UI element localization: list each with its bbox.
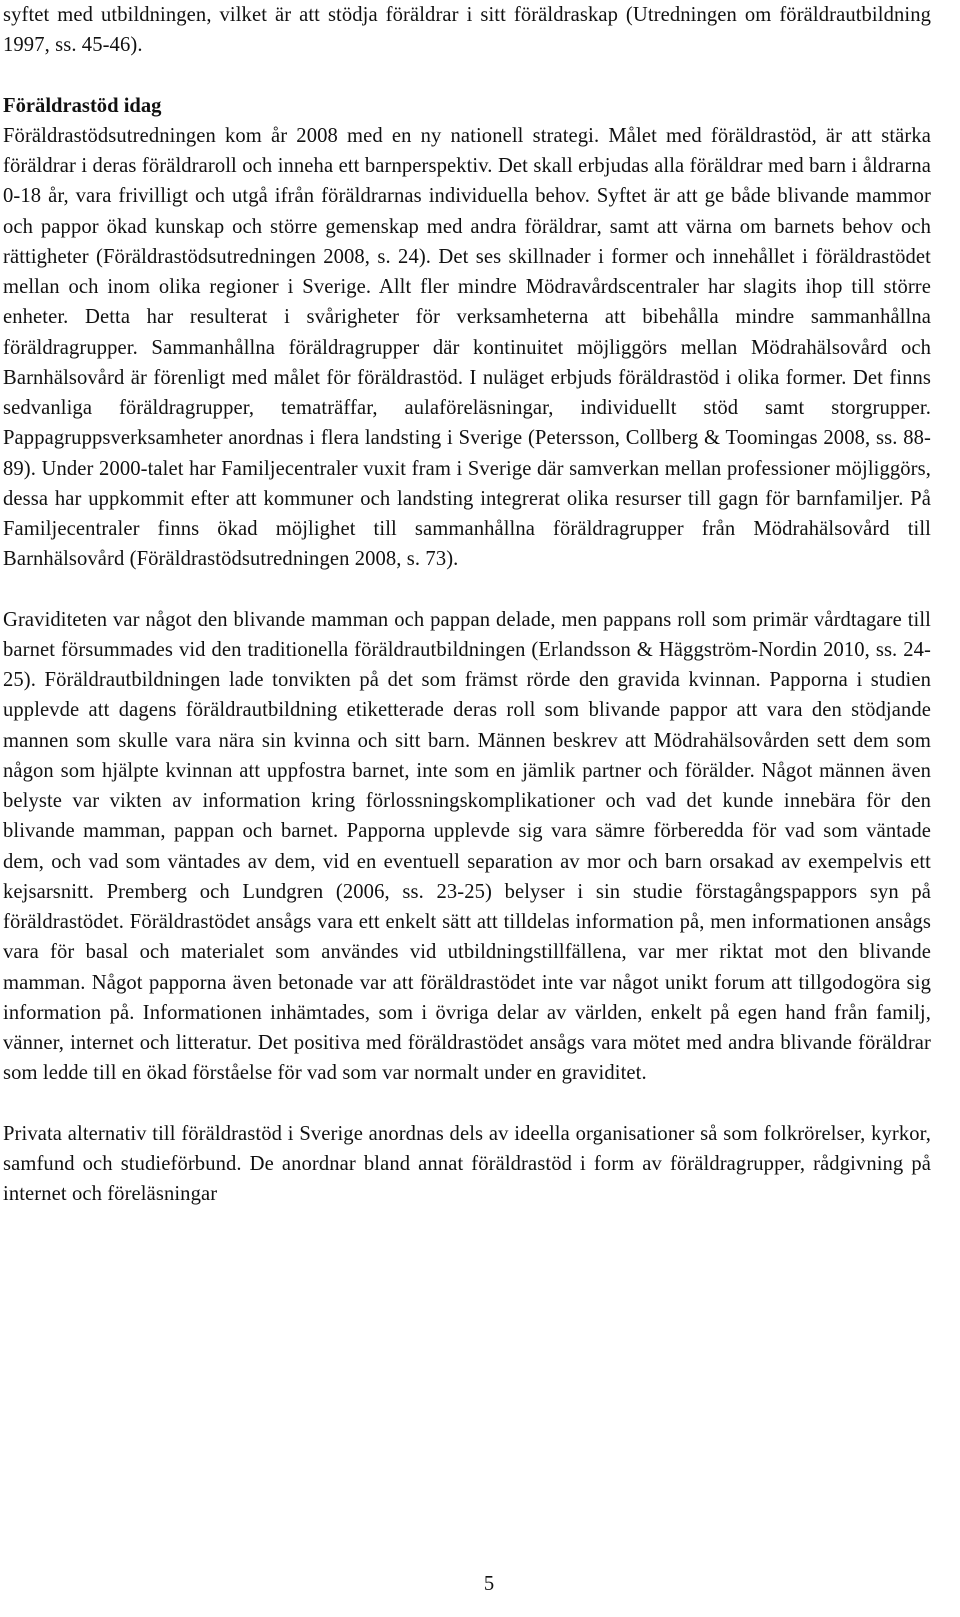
page-number: 5 [483, 1573, 495, 1595]
paragraph-privata-alternativ: Privata alternativ till föräldrastöd i Sverige anordnas dels av ideella organisationer så som folkrörelser, kyrkor, samfund och studieförbund. De anordnar bland annat föräldrastöd i form av föräldragrupper, rådgivning på internet och föreläsningar [3, 1122, 931, 1205]
document-page [3, 0, 931, 1209]
section-heading: Föräldrastöd idag [3, 94, 162, 117]
paragraph-graviditeten: Graviditeten var något den blivande mamman och pappan delade, men pappans roll som primär vårdtagare till barnet försummades vid den traditionella föräldrautbildningen (Erlandsson & Häggström-Nordin 2010, ss. 24-25). Föräldrautbildningen lade tonvikten på det som främst rörde den gravida kvinnan. Papporna i studien upplevde att dagens föräldrautbildning etiketterade deras roll som blivande pappor att vara den stödjande mannen som skulle vara nära sin kvinna och sitt barn. Männen beskrev att Mödrahälsovården sett dem som någon som hjälpte kvinnan att uppfostra barnet, inte som en jämlik partner och förälder. Något männen även belyste var vikten av information kring förlossningskomplikationer och vad det kunde innebära för den blivande mamman, pappan och barnet. Papporna upplevde sig vara sämre förberedda för vad som väntade dem, och vad som väntades av dem, vid en eventuell separation av mor och barn orsakad av exempelvis ett kejsarsnitt. Premberg och Lundgren (2006, ss. 23-25) belyser i sin studie förstagångspappors syn på föräldrastödet. Föräldrastödet ansågs vara ett enkelt sätt att tilldelas information på, men informationen ansågs vara för basal och materialet som användes vid utbildningstillfällena, var mer riktat mot den blivande mamman. Något papporna även betonade var att föräldrastödet inte var något unikt forum att tillgodogöra sig information på. Informationen inhämtades, som i övriga delar av världen, enkelt på egen hand från familj, vänner, internet och litteratur. Det positiva med föräldrastödet ansågs vara mötet med andra blivande föräldrar som ledde till en ökad förståelse för vad som var normalt under en graviditet. [3, 608, 931, 1085]
paragraph-gap [3, 61, 931, 91]
paragraph-gap [3, 575, 931, 605]
paragraph-foraldrastod-idag: Föräldrastödsutredningen kom år 2008 med en ny nationell strategi. Målet med föräldrastöd, är att stärka föräldrar i deras föräldraroll och inneha ett barnperspektiv. Det skall erbjudas alla föräldrar med barn i åldrarna 0-18 år, vara frivilligt och utgå ifrån föräldrarnas individuella behov. Syftet är att ge både blivande mammor och pappor ökad kunskap och större gemenskap med andra föräldrar, samt att värna om barnets behov och rättigheter (Föräldrastödsutredningen 2008, s. 24). Det ses skillnader i former och innehållet i föräldrastödet mellan och inom olika regioner i Sverige. Allt fler mindre Mödravårdscentraler har slagits ihop till större enheter. Detta har resulterat i svårigheter för verksamheterna att bibehålla mindre sammanhållna föräldragrupper. Sammanhållna föräldragrupper där kontinuitet möjliggörs mellan Mödrahälsovård och Barnhälsovård är förenligt med målet för föräldrastöd. I nuläget erbjuds föräldrastöd i olika former. Det finns sedvanliga föräldragrupper, tematräffar, aulaföreläsningar, individuellt stöd samt storgrupper. Pappagruppsverksamheter anordnas i flera landsting i Sverige (Petersson, Collberg & Toomingas 2008, ss. 88-89). Under 2000-talet har Familjecentraler vuxit fram i Sverige där samverkan mellan professioner möjliggörs, dessa har uppkommit efter att kommuner och landsting integrerat olika resurser till gagn för barnfamiljer. På Familjecentraler finns ökad möjlighet till sammanhållna föräldragrupper från Mödrahälsovård till Barnhälsovård (Föräldrastödsutredningen 2008, s. 73). [3, 124, 931, 571]
paragraph-gap [3, 1089, 931, 1119]
paragraph-intro: syftet med utbildningen, vilket är att stödja föräldrar i sitt föräldraskap (Utredningen om föräldrautbildning 1997, ss. 45-46). [3, 4, 931, 57]
